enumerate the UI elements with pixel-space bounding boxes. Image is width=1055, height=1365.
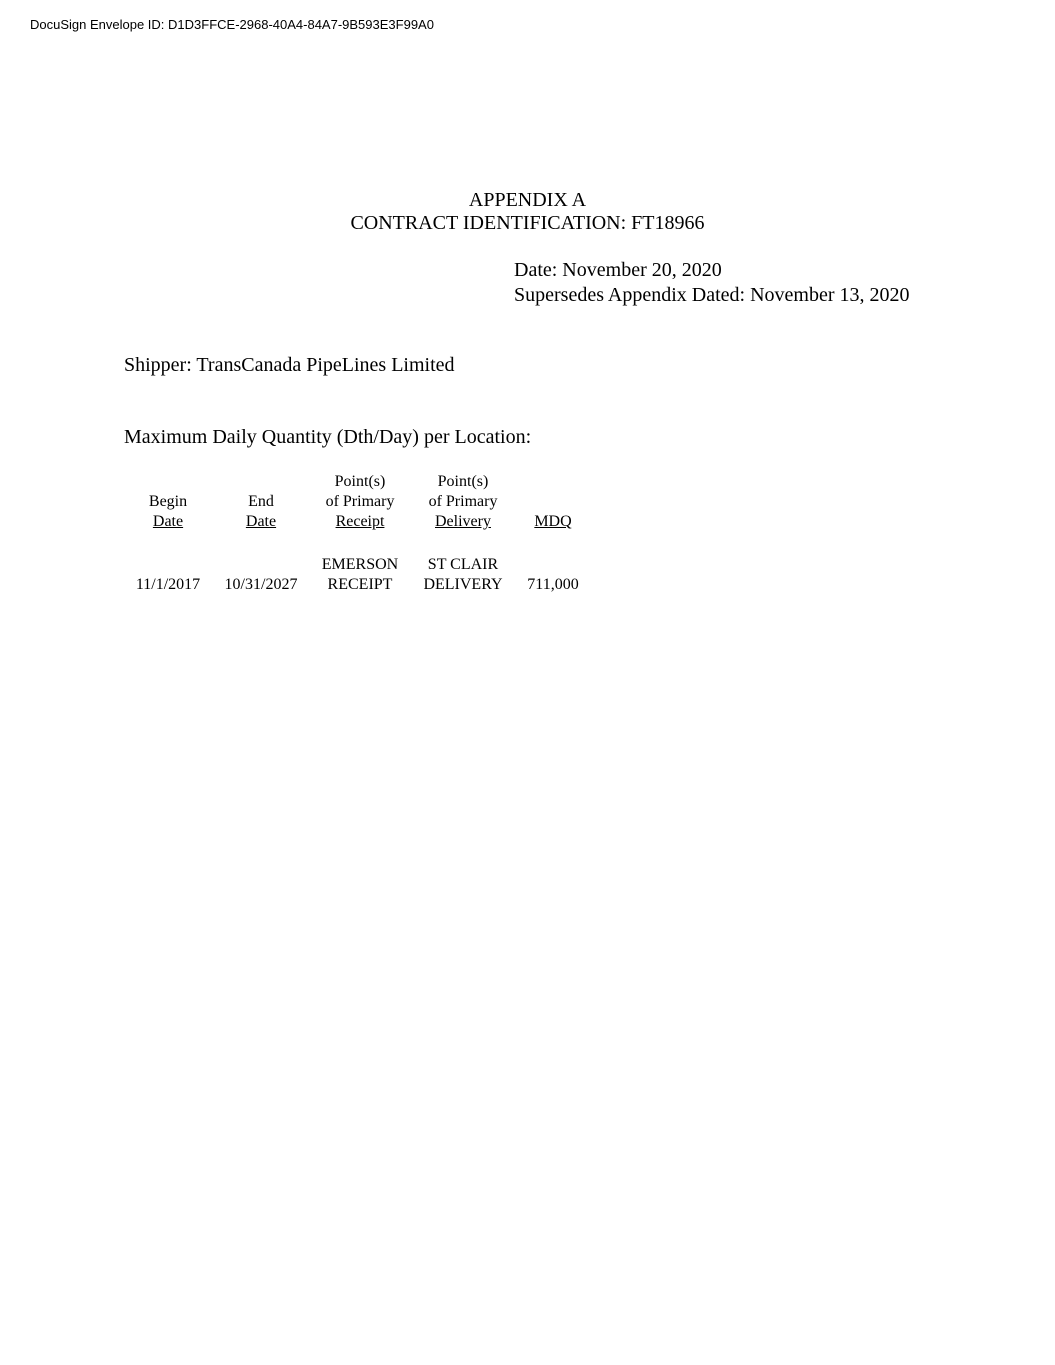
row-receipt-line1: EMERSON	[321, 556, 399, 573]
row-receipt-line2: RECEIPT	[327, 576, 393, 593]
row-delivery-line2: DELIVERY	[423, 576, 503, 593]
appendix-title: APPENDIX A	[468, 189, 587, 211]
row-begin-date: 11/1/2017	[135, 576, 201, 593]
document-date: Date: November 20, 2020	[514, 259, 722, 281]
header-delivery-line2: of Primary	[428, 493, 498, 510]
header-begin-date	[128, 492, 208, 532]
header-end-date	[219, 492, 303, 532]
supersedes-date: Supersedes Appendix Dated: November 13, 2020	[514, 284, 910, 306]
row-mdq-value: 711,000	[527, 576, 579, 593]
header-receipt-line2: of Primary	[325, 493, 395, 510]
row-delivery-line1: ST CLAIR	[427, 556, 499, 573]
header-end-line2: Date	[245, 513, 277, 530]
header-delivery-line1: Point(s)	[437, 473, 489, 490]
row-receipt-point	[313, 555, 407, 595]
header-receipt-point	[313, 472, 407, 532]
header-begin-line1: Begin	[148, 493, 188, 510]
shipper-line: Shipper: TransCanada PipeLines Limited	[124, 354, 455, 376]
header-delivery-point	[415, 472, 511, 532]
header-mdq-label: MDQ	[534, 513, 572, 530]
header-receipt-line1: Point(s)	[334, 473, 386, 490]
header-delivery-line3: Delivery	[435, 513, 491, 530]
header-end-line1: End	[248, 493, 274, 510]
header-receipt-line3: Receipt	[335, 513, 385, 530]
contract-identification: CONTRACT IDENTIFICATION: FT18966	[350, 212, 705, 234]
mdq-heading: Maximum Daily Quantity (Dth/Day) per Location:	[124, 426, 532, 448]
row-end-date: 10/31/2027	[224, 576, 298, 593]
header-begin-line2: Date	[152, 513, 184, 530]
envelope-id: DocuSign Envelope ID: D1D3FFCE-2968-40A4-84A7-9B593E3F99A0	[30, 17, 434, 32]
header-mdq	[518, 512, 588, 532]
row-delivery-point	[415, 555, 511, 595]
